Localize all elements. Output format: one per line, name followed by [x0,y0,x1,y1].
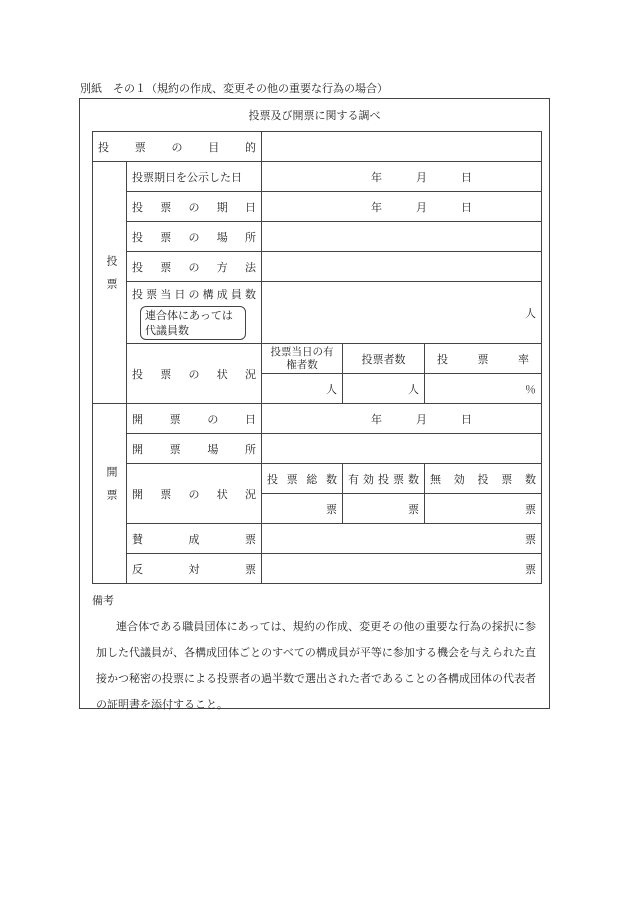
form-frame [79,98,550,709]
count-group-label: 開票 [93,404,127,584]
turnout-count-header: 投票者数 [343,344,425,374]
members-value: 人 [262,282,542,344]
notes-label: 備考 [92,594,114,607]
total-ballots-header: 投票総数 [262,464,343,494]
purpose-label: 投票の目的 [93,132,262,162]
voters-header: 投票当日の有権者数 [262,344,343,374]
vote-method-label: 投票の方法 [127,252,262,282]
vote-status-label: 投票の状況 [127,344,262,404]
vote-place-value [262,222,542,252]
vote-date-value: 年 月 日 [262,192,542,222]
count-date-label: 開票の日 [127,404,262,434]
notes-body: 連合体である職員団体にあっては、規約の作成、変更その他の重要な行為の採択に参加した代議員が、各構成団体ごとのすべての構成員が平等に参加する機会を与えられた直接かつ秘密の投票による投票者の過半数で選出された者であることの各構成団体の代表者の証明書を添付すること。 [96,620,536,711]
valid-ballots-value: 票 [343,494,425,524]
no-votes-value: 票 [262,554,542,584]
turnout-rate-header: 投票率 [425,344,542,374]
voters-value: 人 [262,374,343,404]
page-heading: 別紙 その１（規約の作成、変更その他の重要な行為の場合） [80,82,388,95]
turnout-rate-value: ％ [425,374,542,404]
total-ballots-value: 票 [262,494,343,524]
vote-method-value [262,252,542,282]
yes-votes-label: 賛成票 [127,524,262,554]
vote-place-label: 投票の場所 [127,222,262,252]
turnout-count-value: 人 [343,374,425,404]
count-date-value: 年 月 日 [262,404,542,434]
count-status-label: 開票の状況 [127,464,262,524]
vote-table [92,131,542,584]
valid-ballots-header: 有効投票数 [343,464,425,494]
vote-date-label: 投票の期日 [127,192,262,222]
count-place-label: 開票場所 [127,434,262,464]
purpose-value [262,132,542,162]
no-votes-label: 反対票 [127,554,262,584]
announce-label: 投票期日を公示した日 [127,162,262,192]
vote-group-label: 投票 [93,162,127,404]
announce-date: 年 月 日 [262,162,542,192]
invalid-ballots-value: 票 [425,494,542,524]
invalid-ballots-header: 無効投票数 [425,464,542,494]
form-title: 投票及び開票に関する調べ [248,109,381,122]
yes-votes-value: 票 [262,524,542,554]
members-label: 投票当日の構成員数 連合体にあっては代議員数 [127,282,262,344]
members-note: 連合体にあっては代議員数 [140,306,246,340]
count-place-value [262,434,542,464]
